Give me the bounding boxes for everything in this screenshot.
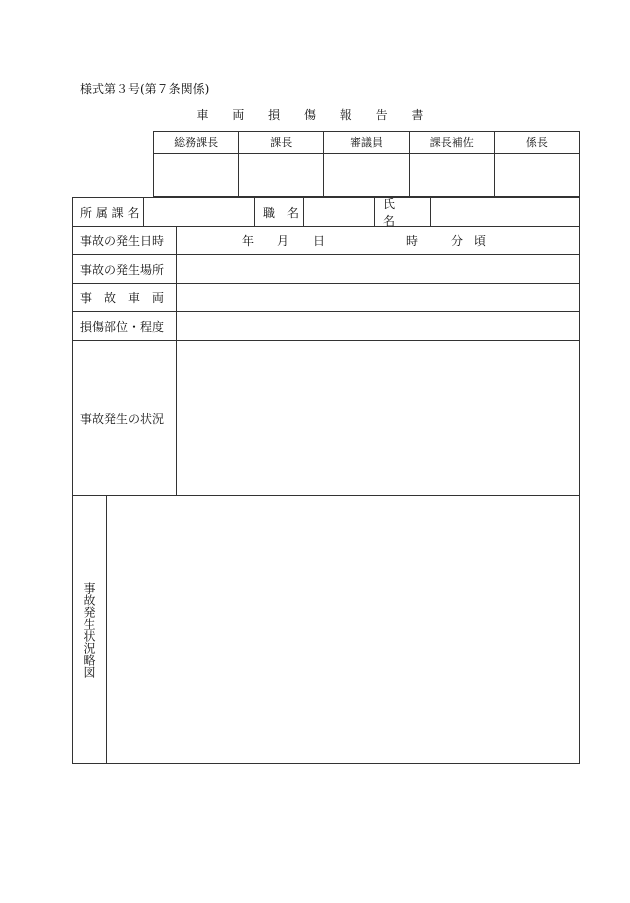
approx-unit: 頃 — [474, 234, 487, 248]
vehicle-field[interactable] — [176, 284, 579, 311]
report-grid — [72, 197, 580, 764]
place-field[interactable] — [176, 255, 579, 283]
vehicle-label: 事 故 車 両 — [80, 291, 165, 305]
place-row — [73, 255, 579, 284]
approval-header-row — [154, 132, 579, 154]
department-field[interactable] — [143, 198, 254, 226]
approval-header-section-chief: 課長 — [238, 132, 323, 153]
place-label: 事故の発生場所 — [80, 262, 165, 277]
department-label: 所 属 課 名 — [80, 205, 140, 220]
sketch-row — [73, 496, 579, 763]
stamp-box-section-chief[interactable] — [238, 153, 323, 196]
stamp-box-councilor[interactable] — [323, 153, 408, 196]
approval-stamp-row — [154, 153, 579, 196]
approval-header-assistant-chief: 課長補佐 — [409, 132, 494, 153]
form-reference: 様式第３号(第７条関係) — [80, 82, 210, 96]
damage-label: 損傷部位・程度 — [80, 319, 165, 334]
approval-header-subsection-chief: 係長 — [494, 132, 579, 153]
document-title: 車 両 損 傷 報 告 書 — [196, 108, 434, 122]
damage-row — [73, 312, 579, 341]
approval-header-general-affairs-chief: 総務課長 — [174, 136, 219, 149]
month-unit: 月 — [277, 234, 290, 248]
approval-stamp-table — [153, 131, 580, 197]
approval-header-councilor: 審議員 — [323, 132, 408, 153]
stamp-box-assistant-chief[interactable] — [409, 153, 494, 196]
datetime-row — [73, 227, 579, 255]
datetime-label: 事故の発生日時 — [80, 234, 165, 248]
day-unit: 日 — [313, 234, 326, 248]
minute-unit: 分 — [451, 234, 464, 248]
stamp-box-general-affairs-chief[interactable] — [154, 153, 238, 196]
sketch-label: 事故発生状況略図 — [82, 581, 96, 678]
stamp-box-subsection-chief[interactable] — [494, 153, 579, 196]
situation-label: 事故発生の状況 — [80, 411, 165, 426]
position-label: 職 名 — [254, 198, 303, 226]
year-unit: 年 — [242, 234, 255, 248]
name-label: 氏 名 — [374, 198, 430, 226]
sketch-field[interactable] — [106, 496, 579, 763]
situation-field[interactable] — [176, 341, 579, 495]
damage-field[interactable] — [176, 312, 579, 340]
situation-row — [73, 341, 579, 496]
affiliation-row — [73, 198, 579, 227]
hour-unit: 時 — [406, 234, 419, 248]
name-field[interactable] — [430, 198, 579, 226]
position-field[interactable] — [303, 198, 374, 226]
sketch-label-cell — [73, 496, 106, 763]
datetime-field[interactable] — [176, 227, 579, 254]
vehicle-row — [73, 284, 579, 312]
